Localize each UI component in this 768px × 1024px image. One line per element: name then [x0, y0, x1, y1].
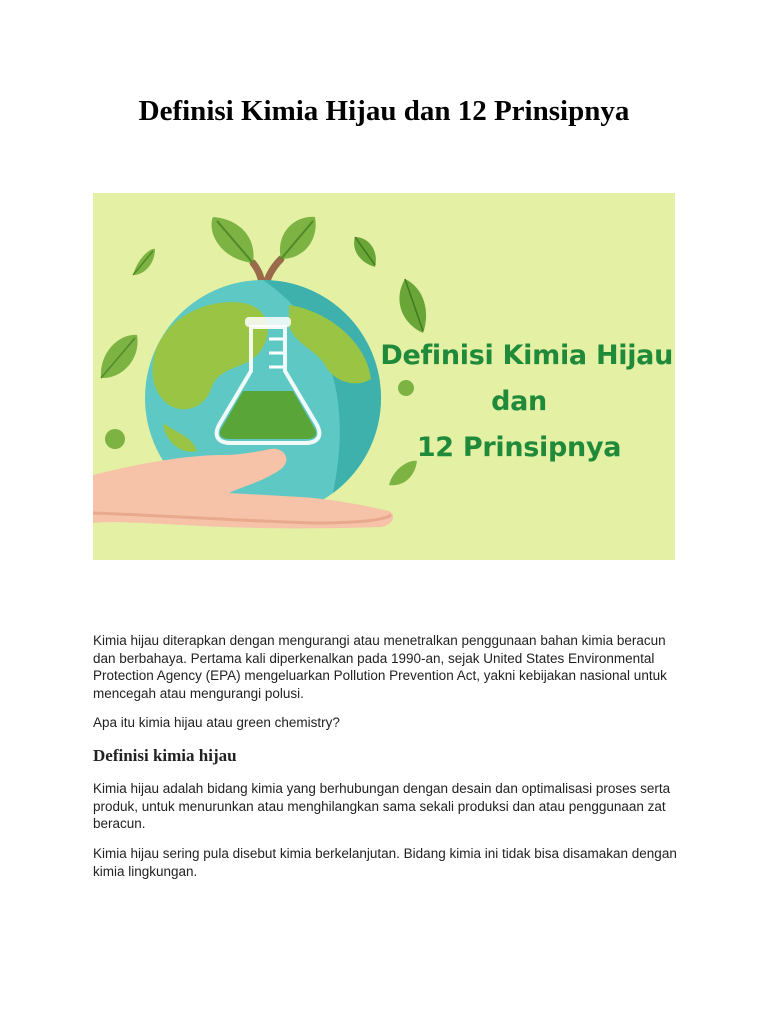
hero-caption	[363, 333, 675, 471]
hero-caption-line3: 12 Prinsipnya	[416, 432, 622, 463]
section-heading: Definisi kimia hijau	[93, 746, 237, 765]
document-title: Definisi Kimia Hijau dan 12 Prinsipnya	[138, 95, 630, 127]
hero-image	[93, 193, 675, 560]
leaf-icon	[399, 279, 426, 333]
leaf-icon	[133, 249, 155, 275]
paragraph-question: Apa itu kimia hijau atau green chemistry?	[93, 715, 340, 730]
paragraph-sustainable: Kimia hijau sering pula disebut kimia berkelanjutan. Bidang kimia ini tidak bisa disamakan dengan kimia lingkungan.	[93, 846, 677, 879]
hero-caption-line2: dan	[491, 386, 547, 417]
leaf-icon	[354, 237, 376, 267]
dot-icon	[105, 429, 125, 449]
paragraph-intro: Kimia hijau diterapkan dengan mengurangi atau menetralkan penggunaan bahan kimia beracun dan berbahaya. Pertama kali diperkenalkan pada 1990-an, sejak United States Environmental Protection Agency (EPA) mengeluarkan Pollution Prevention Act, yakni kebijakan nasional untuk mencegah atau mengurangi polusi.	[93, 633, 667, 701]
paragraph-definition: Kimia hijau adalah bidang kimia yang berhubungan dengan desain dan optimalisasi proses serta produk, untuk menurunkan atau menghilangkan sama sekali produksi dan atau penggunaan zat beracun.	[93, 781, 671, 831]
hero-caption-line1: Definisi Kimia Hijau	[380, 340, 673, 371]
leaf-icon	[101, 335, 138, 378]
